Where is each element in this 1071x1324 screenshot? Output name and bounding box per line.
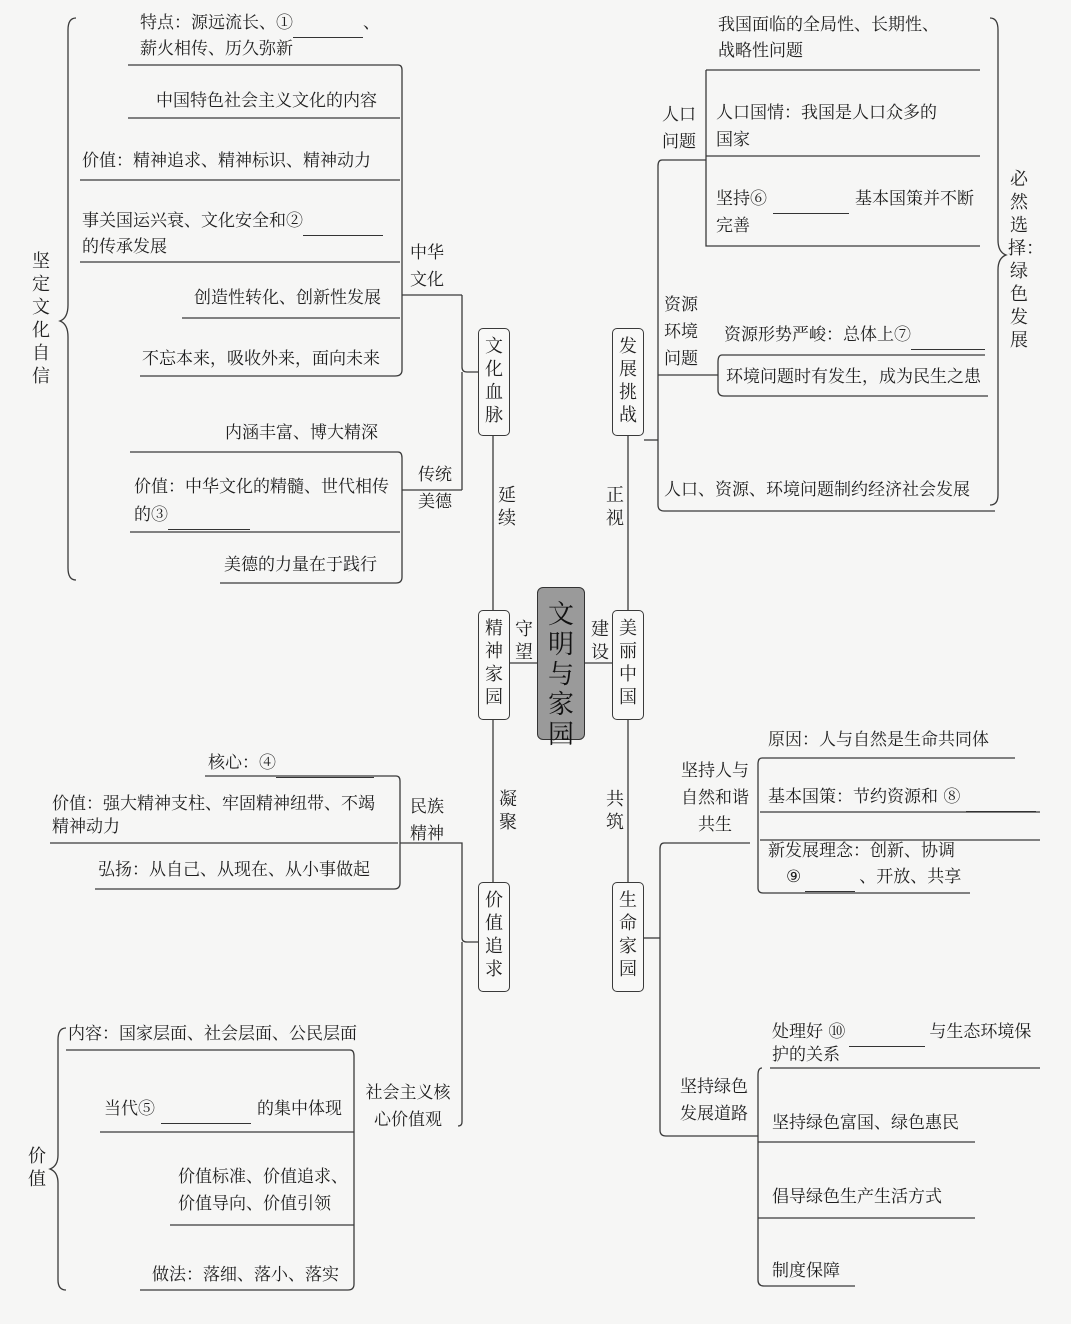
brace-label-lvse-fazhan: 必然选择：绿色发展	[1008, 169, 1044, 351]
label-lvse-daolu: 坚持绿色发展道路	[680, 1077, 748, 1124]
item-sh-neirong: 内容：国家层面、社会层面、公民层面	[68, 1024, 357, 1044]
item-chuancheng: 的传承发展	[82, 237, 167, 257]
item-daoxiang: 价值导向、价值引领	[178, 1194, 331, 1214]
item-buwang: 不忘本来，吸收外来，面向未来	[142, 349, 380, 369]
item-jieyue-8: 基本国策：节约资源和 ⑧	[768, 784, 1036, 812]
item-meide-jiazhi: 价值：中华文化的精髓、世代相传	[134, 477, 389, 497]
item-guoyun: 事关国运兴衰、文化安全和②	[82, 208, 383, 236]
label-minzu-jingshen: 民族精神	[410, 797, 444, 844]
node-fazhan-tiaozhan: 发展挑战	[612, 328, 644, 436]
edge-label-yanxu: 延续	[498, 485, 516, 529]
item-zhidu: 制度保障	[772, 1261, 840, 1281]
item-jianxing: 美德的力量在于践行	[224, 555, 377, 575]
item-hexin: 核心：④	[208, 750, 374, 778]
node-shengming-jiayuan: 生命家园	[612, 882, 644, 992]
item-huanjing: 环境问题时有发生，成为民生之患	[726, 367, 981, 387]
item-yuanyin: 原因：人与自然是生命共同体	[768, 730, 989, 750]
edge-label-shouwang: 守望	[515, 619, 533, 663]
item-jiazhi: 价值：精神追求、精神标识、精神动力	[82, 151, 371, 171]
item-jianchi-6: 坚持⑥ 基本国策并不断	[716, 186, 974, 214]
item-changdao: 倡导绿色生产生活方式	[772, 1187, 942, 1207]
item-guoqing: 人口国情：我国是人口众多的	[716, 103, 937, 123]
item-wanshan: 完善	[716, 216, 750, 236]
node-meili-zhongguo: 美丽中国	[612, 610, 644, 720]
item-tedian-cont: 薪火相传、历久弥新	[140, 39, 293, 59]
label-ziyuan-huanjing: 资源环境问题	[664, 295, 698, 369]
item-ziyuan-7: 资源形势严峻：总体上⑦	[724, 322, 985, 350]
item-tedian: 特点：源远流长、① 、	[140, 10, 380, 38]
item-hongyang: 弘扬：从自己、从现在、从小事做起	[98, 860, 370, 880]
item-xinfazhan: 新发展理念：创新、协调	[768, 841, 955, 861]
item-quanju: 我国面临的全局性、长期性、	[718, 15, 939, 35]
node-wenhua-xuemai: 文化血脉	[478, 328, 510, 436]
item-zhanlue: 战略性问题	[718, 41, 803, 61]
brace-label-jiazhi: 价值	[28, 1146, 46, 1190]
edge-label-gongzhu: 共筑	[606, 789, 624, 833]
edge-label-ningju: 凝聚	[499, 789, 517, 833]
item-minzu-jiazhi-cont: 精神动力	[52, 817, 120, 837]
item-minzu-jiazhi: 价值：强大精神支柱、牢固精神纽带、不竭	[52, 794, 375, 814]
item-zhiyue: 人口、资源、环境问题制约经济社会发展	[664, 480, 970, 500]
item-neihan: 内涵丰富、博大精深	[225, 423, 378, 443]
item-chulihao-10: 处理好 ⑩ 与生态环境保	[772, 1019, 1031, 1047]
node-jiazhi-zhuiqiu: 价值追求	[478, 882, 510, 992]
item-zuofa: 做法：落细、落小、落实	[152, 1265, 339, 1285]
item-neirong: 中国特色社会主义文化的内容	[156, 91, 377, 111]
label-hexie-gongsheng: 坚持人与自然和谐共生	[681, 761, 749, 835]
item-linian-9: ⑨ 、开放、共享	[786, 864, 961, 892]
brace-label-wenhua-zixin: 坚定文化自信	[32, 251, 50, 387]
central-topic: 文明与家园	[537, 587, 585, 740]
label-shehuizhuyi: 社会主义核心价值观	[365, 1083, 451, 1130]
node-jingshen-jiayuan: 精神家园	[478, 610, 510, 720]
item-guojia: 国家	[716, 130, 750, 150]
label-chuantong-meide: 传统美德	[418, 465, 452, 512]
item-dangdai: 当代⑤ 的集中体现	[104, 1096, 342, 1124]
item-chuangzao: 创造性转化、创新性发展	[194, 288, 381, 308]
label-renkou-wenti: 人口问题	[662, 105, 696, 152]
edge-label-zhengshi: 正视	[606, 485, 624, 529]
item-biaozhun: 价值标准、价值追求、	[178, 1167, 348, 1187]
item-guanxi: 护的关系	[772, 1045, 840, 1065]
item-furuguo: 坚持绿色富国、绿色惠民	[772, 1113, 959, 1133]
edge-label-jianshe: 建设	[591, 619, 609, 663]
item-meide-3: 的③	[134, 502, 250, 530]
label-zhonghua-wenhua: 中华文化	[410, 243, 444, 290]
